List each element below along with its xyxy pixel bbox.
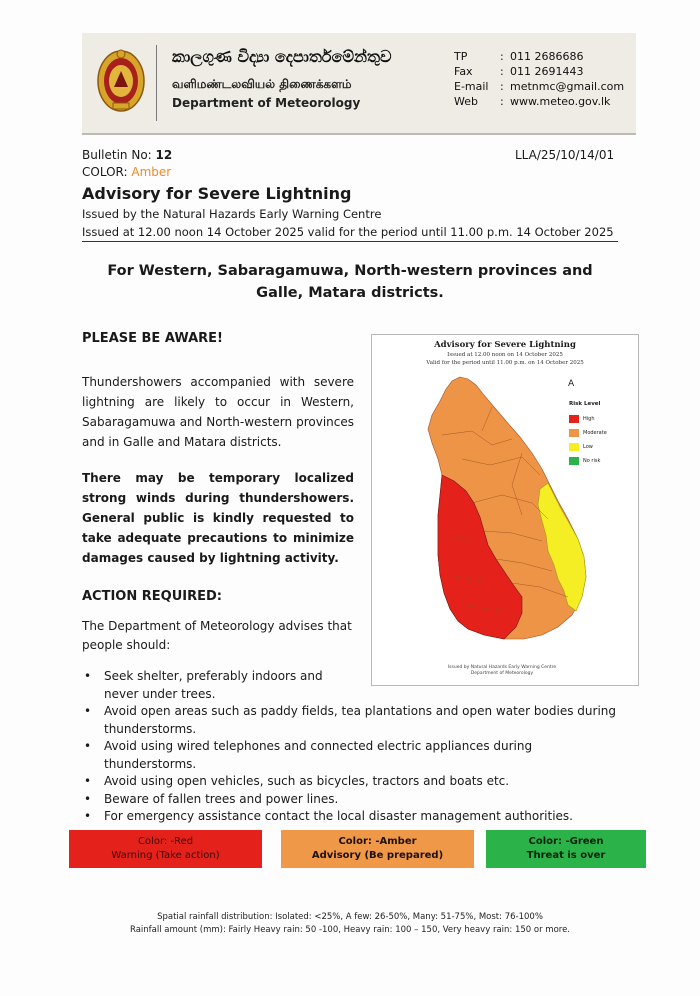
legend-label: Moderate — [583, 430, 607, 436]
issued-line: Issued at 12.00 noon 14 October 2025 valid for the period until 11.00 p.m. 14 October 2025 — [82, 225, 614, 239]
color-box-label: Color: -Green — [528, 836, 604, 847]
contact-label: Fax — [454, 65, 473, 78]
risk-map-panel — [371, 334, 639, 686]
color-box-meaning: Advisory (Be prepared) — [311, 850, 444, 861]
list-item: • Avoid using wired telephones and connected electric appliances during thunderstorms. — [82, 738, 622, 773]
color-box-label: Color: -Red — [137, 836, 194, 847]
map-credit — [432, 665, 572, 677]
precaution-list — [82, 668, 622, 826]
footer-rainfall: Rainfall amount (mm): Fairly Heavy rain: 50 -100, Heavy rain: 100 – 150, Very heavy rain: 150 or more. — [129, 925, 571, 935]
letterhead — [82, 33, 636, 135]
contact-fax — [454, 64, 624, 79]
contact-separator: : — [500, 50, 504, 63]
contact-label: E-mail — [454, 80, 489, 93]
legend-item — [569, 440, 607, 454]
sri-lanka-risk-map — [372, 335, 638, 685]
contact-value: 011 2686686 — [510, 50, 584, 63]
list-item: • For emergency assistance contact the local disaster management authorities. — [82, 808, 622, 826]
legend-item — [569, 454, 607, 468]
footer-distribution: Spatial rainfall distribution: Isolated: <25%, A few: 26-50%, Many: 51-75%, Most: 76-100% — [157, 912, 543, 922]
bulletin-number — [82, 148, 172, 162]
aware-heading: PLEASE BE AWARE! — [82, 331, 223, 346]
bulletin-color — [82, 165, 171, 179]
sri-lanka-emblem-icon — [96, 45, 146, 115]
map-credit-line: Department of Meteorology — [470, 671, 534, 676]
color-box-green — [486, 830, 646, 868]
contact-value[interactable]: www.meteo.gov.lk — [510, 95, 611, 108]
legend-item — [569, 412, 607, 426]
dept-name-english: Department of Meteorology — [172, 96, 361, 110]
bulletin-label: Bulletin No: — [82, 148, 152, 162]
wind-warning-paragraph: There may be temporary localized strong winds during thundershowers. General public is kindly requested to take adequate precautions to minimize damages caused by lightning activity. — [82, 471, 354, 565]
legend-label: High — [583, 416, 595, 422]
map-legend — [569, 401, 607, 468]
forecast-paragraph: Thundershowers accompanied with severe lightning are likely to occur in Western, Sabaragamuwa and North-western provinces and in Galle and Matara districts. — [82, 375, 354, 449]
legend-title: Risk Level — [569, 401, 601, 407]
affected-regions: For Western, Sabaragamuwa, North-western provinces and Galle, Matara districts. — [107, 263, 593, 301]
contact-separator: : — [500, 95, 504, 108]
contact-value: 011 2691443 — [510, 65, 584, 78]
legend-swatch — [569, 415, 579, 423]
advisory-title: Advisory for Severe Lightning — [82, 184, 352, 203]
advises-paragraph: The Department of Meteorology advises that people should: — [82, 619, 352, 652]
contact-separator: : — [500, 80, 504, 93]
color-box-red — [69, 830, 262, 868]
map-valid-line: Valid for the period until 11.00 p.m. on 14 October 2025 — [426, 360, 584, 366]
north-arrow-icon: A — [568, 379, 575, 389]
bulletin-number-value: 12 — [155, 148, 173, 162]
contact-label: TP — [454, 50, 468, 63]
color-label: COLOR: — [82, 165, 128, 179]
map-credit-line: Issued by Natural Hazards Early Warning Centre — [447, 665, 557, 670]
list-item: • Seek shelter, preferably indoors and never under trees. — [82, 668, 354, 703]
map-issued-line: Issued at 12.00 noon on 14 October 2025 — [447, 352, 563, 358]
contact-web — [454, 94, 624, 109]
header-divider — [156, 45, 157, 121]
legend-label: Low — [583, 444, 593, 450]
color-box-label: Color: -Amber — [338, 836, 417, 847]
legend-swatch — [569, 457, 579, 465]
color-box-meaning: Warning (Take action) — [111, 850, 220, 861]
color-box-amber — [281, 830, 474, 868]
dept-name-sinhala: කාලගුණ විද්‍යා දෙපාර්තමේන්තුව — [172, 47, 392, 66]
list-item: • Avoid using open vehicles, such as bicycles, tractors and boats etc. — [82, 773, 622, 791]
action-heading: ACTION REQUIRED: — [82, 589, 222, 604]
list-item: • Avoid open areas such as paddy fields, tea plantations and open water bodies during thunderstorms. — [82, 703, 622, 738]
legend-swatch — [569, 443, 579, 451]
map-title: Advisory for Severe Lightning — [434, 340, 576, 350]
legend-item — [569, 426, 607, 440]
color-box-meaning: Threat is over — [526, 850, 606, 861]
issuer-line: Issued by the Natural Hazards Early Warning Centre — [82, 207, 382, 221]
legend-label: No risk — [583, 458, 601, 464]
contact-separator: : — [500, 65, 504, 78]
dept-name-tamil: வளிமண்டலவியல் திணைக்களம் — [172, 77, 352, 91]
contact-value[interactable]: metnmc@gmail.com — [510, 80, 625, 93]
divider-rule — [82, 241, 618, 242]
legend-swatch — [569, 429, 579, 437]
contact-label: Web — [454, 95, 478, 108]
list-item: • Beware of fallen trees and power lines. — [82, 791, 622, 809]
contact-tp — [454, 49, 624, 64]
color-value: Amber — [131, 165, 172, 179]
contact-block — [454, 49, 624, 109]
contact-email — [454, 79, 624, 94]
bulletin-reference: LLA/25/10/14/01 — [515, 148, 615, 162]
